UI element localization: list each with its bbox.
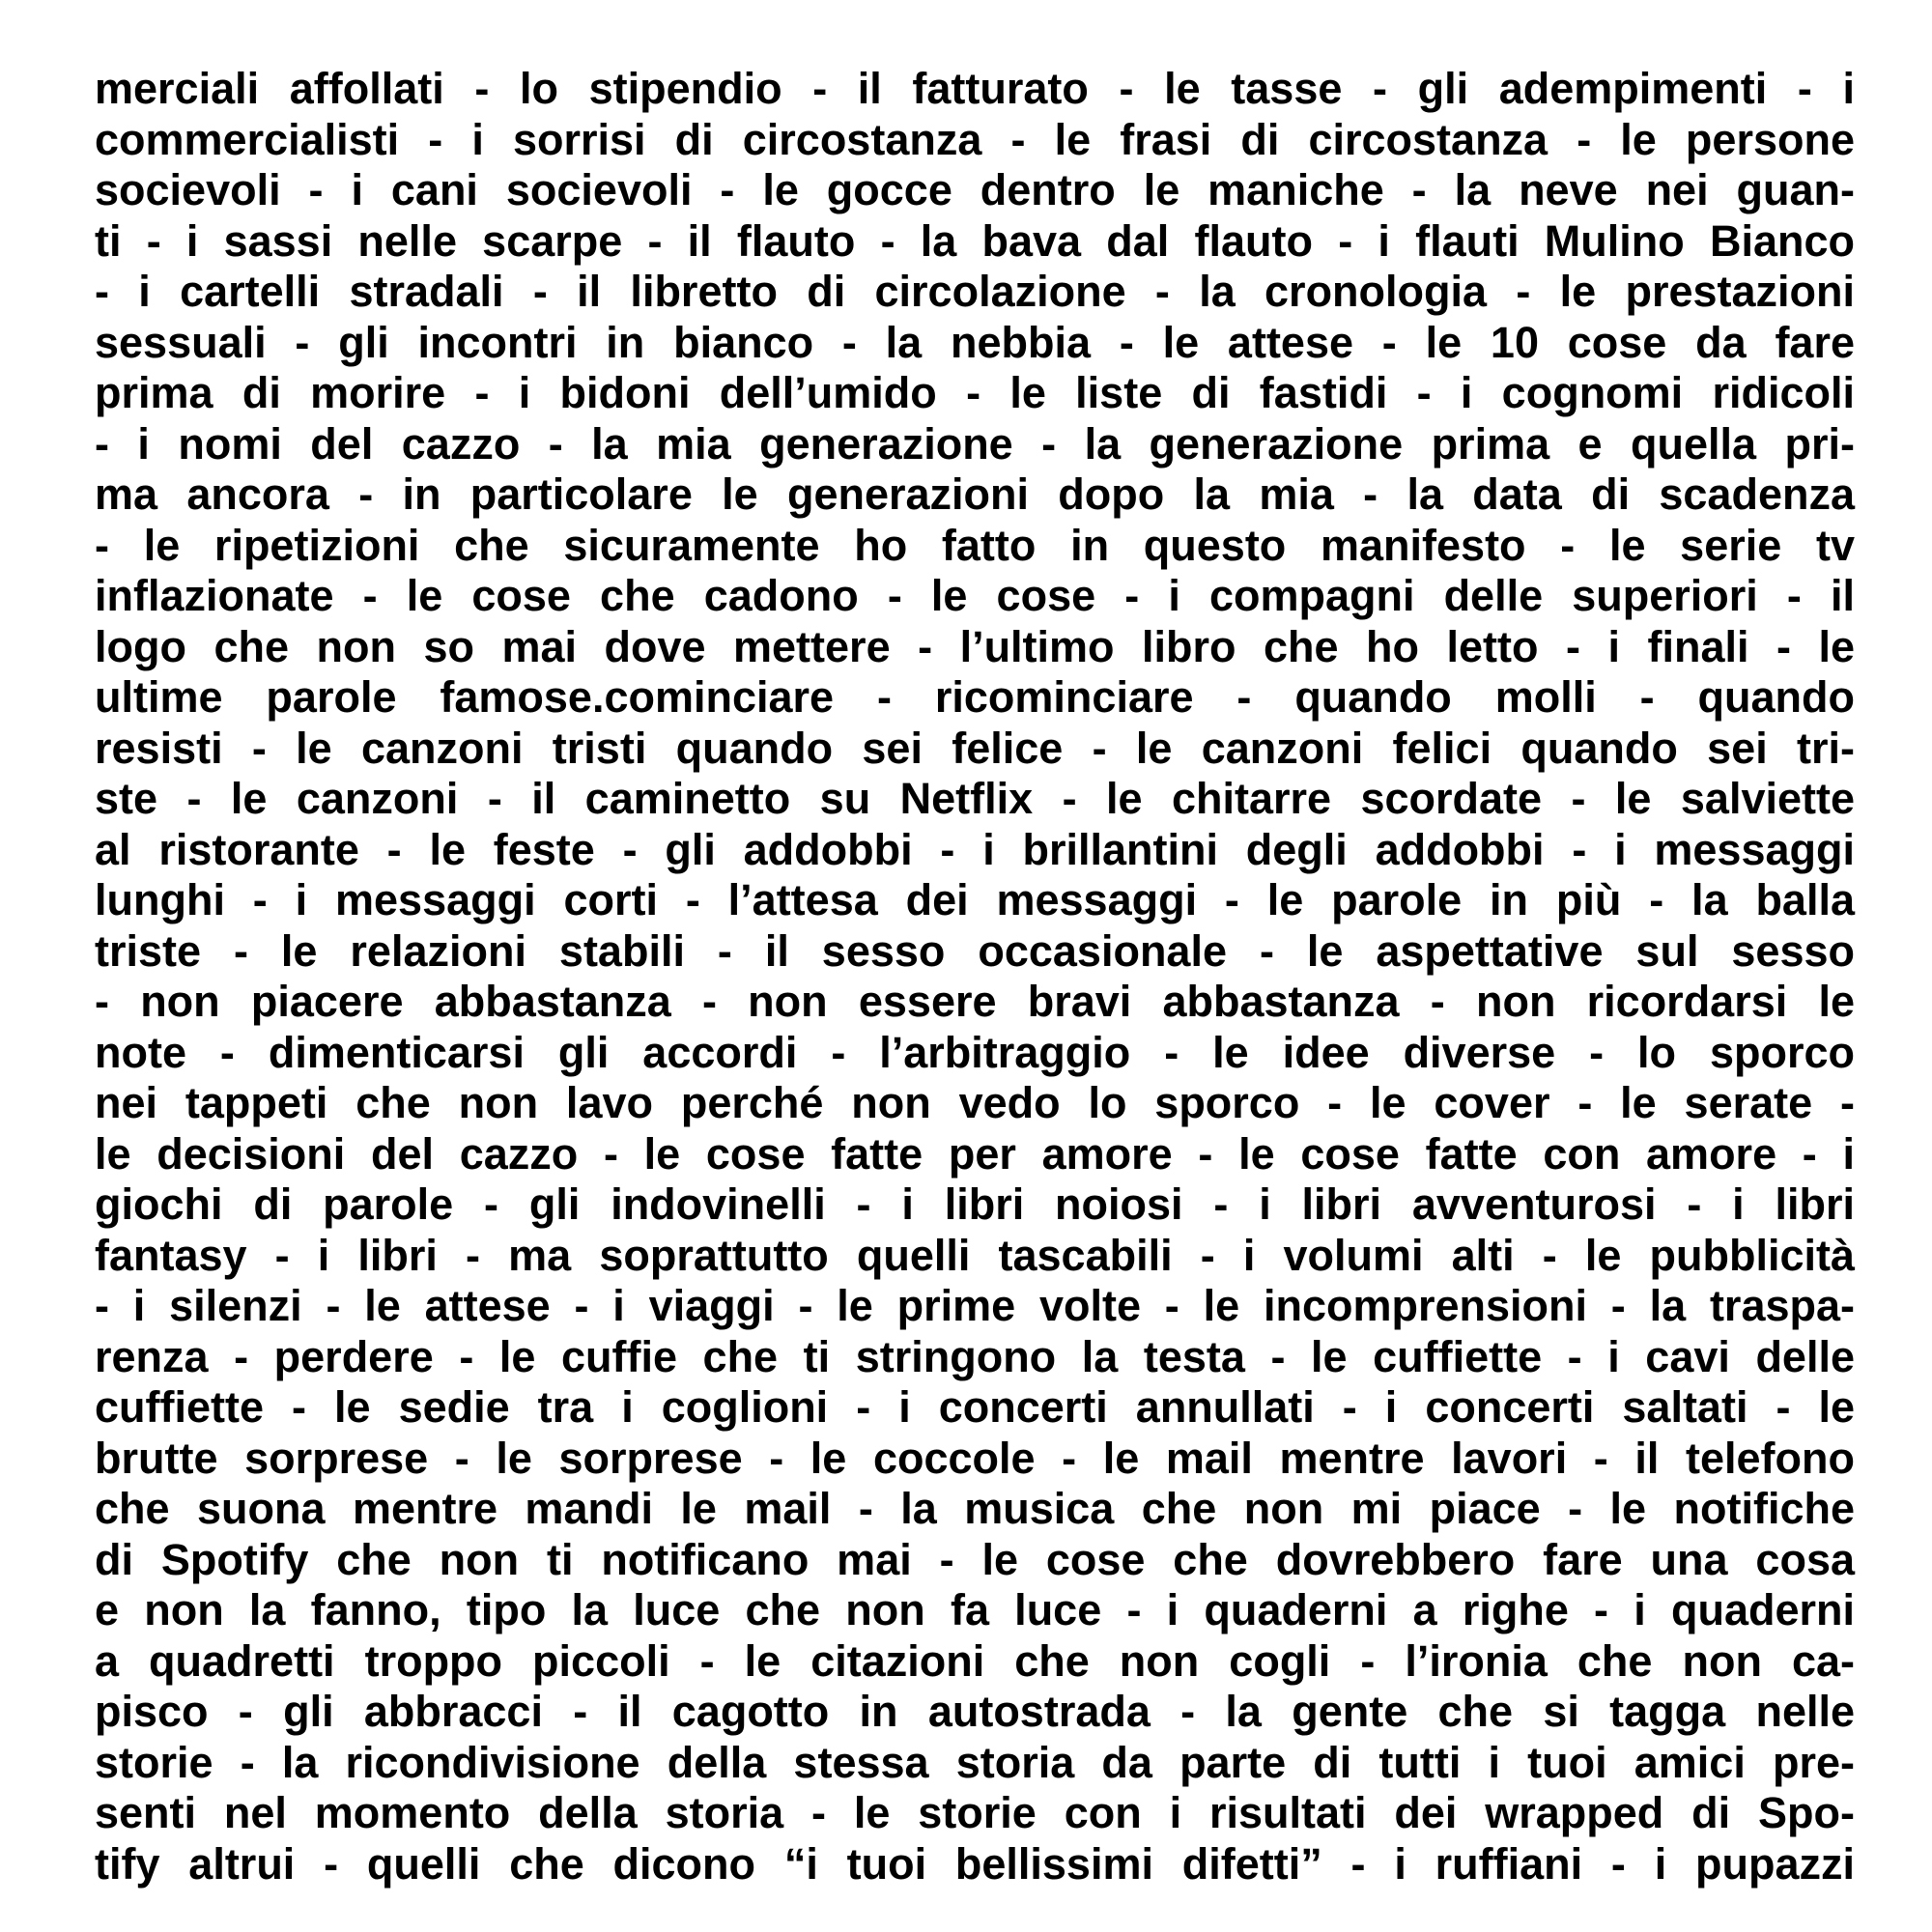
text-line: - i cartelli stradali - il libretto di circolazione - la cronologia - le prestazioni <box>95 267 1855 316</box>
text-line: al ristorante - le feste - gli addobbi - i brillantini degli addobbi - i messaggi <box>95 824 1855 874</box>
text-line: nei tappeti che non lavo perché non vedo lo sporco - le cover - le serate - <box>95 1078 1855 1127</box>
text-line: giochi di parole - gli indovinelli - i libri noiosi - i libri avventurosi - i libri <box>95 1179 1855 1229</box>
text-line: tify altrui - quelli che dicono “i tuoi bellissimi difetti” - i ruffiani - i pupazzi <box>95 1838 1855 1889</box>
text-line: ti - i sassi nelle scarpe - il flauto - la bava dal flauto - i flauti Mulino Bianco <box>95 215 1855 266</box>
text-line: commercialisti - i sorrisi di circostanza - le frasi di circostanza - le persone <box>95 114 1855 164</box>
text-line: - i nomi del cazzo - la mia generazione - la generazione prima e quella pri- <box>95 418 1855 469</box>
text-line: e non la fanno, tipo la luce che non fa luce - i quaderni a righe - i quaderni <box>95 1585 1855 1634</box>
text-line: logo che non so mai dove mettere - l’ultimo libro che ho letto - i finali - le <box>95 621 1855 671</box>
text-line: - le ripetizioni che sicuramente ho fatto in questo manifesto - le serie tv <box>95 520 1855 570</box>
text-line: prima di morire - i bidoni dell’umido - le liste di fastidi - i cognomi ridicoli <box>95 368 1855 417</box>
text-line: fantasy - i libri - ma soprattutto quelli tascabili - i volumi alti - le pubblicità <box>95 1230 1855 1280</box>
text-line: le decisioni del cazzo - le cose fatte per amore - le cose fatte con amore - i <box>95 1128 1855 1179</box>
text-line: merciali affollati - lo stipendio - il fatturato - le tasse - gli adempimenti - i <box>95 64 1855 113</box>
text-line: che suona mentre mandi le mail - la musica che non mi piace - le notifiche <box>95 1484 1855 1533</box>
text-line: ultime parole famose.cominciare - ricominciare - quando molli - quando <box>95 672 1855 722</box>
text-line: inflazionate - le cose che cadono - le cose - i compagni delle superiori - il <box>95 571 1855 620</box>
text-line: resisti - le canzoni tristi quando sei felice - le canzoni felici quando sei tri- <box>95 723 1855 773</box>
text-line: di Spotify che non ti notificano mai - le cose che dovrebbero fare una cosa <box>95 1534 1855 1584</box>
manifesto-text-block <box>95 64 1855 1889</box>
text-line: lunghi - i messaggi corti - l’attesa dei messaggi - le parole in più - la balla <box>95 875 1855 924</box>
text-line: ste - le canzoni - il caminetto su Netflix - le chitarre scordate - le salviette <box>95 774 1855 823</box>
text-line: - non piacere abbastanza - non essere bravi abbastanza - non ricordarsi le <box>95 977 1855 1026</box>
text-line: ma ancora - in particolare le generazioni dopo la mia - la data di scadenza <box>95 469 1855 519</box>
text-line: pisco - gli abbracci - il cagotto in autostrada - la gente che si tagga nelle <box>95 1687 1855 1736</box>
text-line: renza - perdere - le cuffie che ti stringono la testa - le cuffiette - i cavi delle <box>95 1331 1855 1381</box>
text-line: sessuali - gli incontri in bianco - la nebbia - le attese - le 10 cose da fare <box>95 317 1855 367</box>
text-line: triste - le relazioni stabili - il sesso occasionale - le aspettative sul sesso <box>95 925 1855 976</box>
text-line: senti nel momento della storia - le storie con i risultati dei wrapped di Spo- <box>95 1788 1855 1837</box>
text-line: cuffiette - le sedie tra i coglioni - i concerti annullati - i concerti saltati - le <box>95 1382 1855 1432</box>
text-line: brutte sorprese - le sorprese - le coccole - le mail mentre lavori - il telefono <box>95 1433 1855 1483</box>
text-line: storie - la ricondivisione della stessa storia da parte di tutti i tuoi amici pre- <box>95 1737 1855 1787</box>
text-line: socievoli - i cani socievoli - le gocce dentro le maniche - la neve nei guan- <box>95 165 1855 214</box>
text-line: - i silenzi - le attese - i viaggi - le prime volte - le incomprensioni - la traspa- <box>95 1281 1855 1330</box>
text-line: a quadretti troppo piccoli - le citazioni che non cogli - l’ironia che non ca- <box>95 1635 1855 1686</box>
text-line: note - dimenticarsi gli accordi - l’arbitraggio - le idee diverse - lo sporco <box>95 1027 1855 1077</box>
